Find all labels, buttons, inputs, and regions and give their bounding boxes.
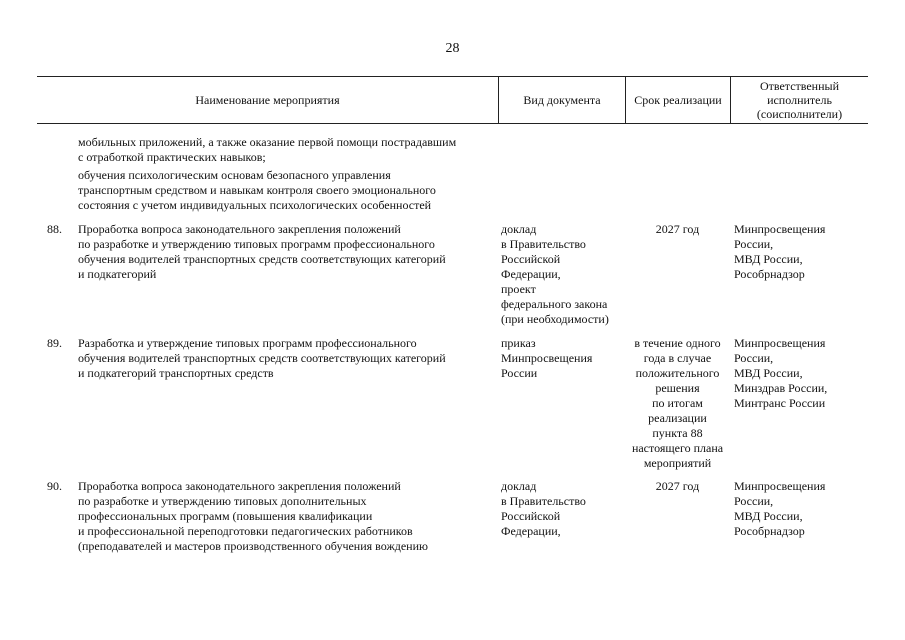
row-deadline: 2027 год [655,479,700,493]
row-responsible: Минпросвещения России, МВД России, Рособрнадзор [734,222,826,281]
page-number: 28 [445,41,460,56]
row-responsible: Минпросвещения России, МВД России, Рособрнадзор [734,479,826,538]
row-activity-name: Проработка вопроса законодательного закрепления положений по разработке и утверждению типовых дополнительных профессиональных программ (повышения квалификации и профессиональной переподготовки педагогических работников (преподавателей и мастеров производственного обучения вождению [78,479,428,553]
header-responsible: Ответственный исполнитель (соисполнители) [756,79,843,121]
row-number: 88. [47,222,62,236]
header-activity-name: Наименование мероприятия [195,93,340,107]
row-responsible: Минпросвещения России, МВД России, Минздрав России, Минтранс России [734,336,828,410]
row-document-type: приказ Минпросвещения России [501,336,593,380]
continuation-text: обучения психологическим основам безопасного управления транспортным средством и навыкам контроля своего эмоционального состояния с учетом индивидуальных психологических особенностей [78,168,436,212]
row-number: 89. [47,336,62,350]
row-deadline: 2027 год [655,222,700,236]
row-document-type: доклад в Правительство Российской Федерации, [501,479,586,538]
row-number: 90. [47,479,62,493]
row-activity-name: Проработка вопроса законодательного закрепления положений по разработке и утверждению типовых программ профессионального обучения водителей транспортных средств соответствующих категорий и подкатегорий [78,222,446,281]
row-deadline: в течение одного года в случае положительного решения по итогам реализации пункта 88 настоящего плана мероприятий [631,336,724,470]
row-activity-name: Разработка и утверждение типовых программ профессионального обучения водителей транспортных средств соответствующих категорий и подкатегорий транспортных средств [78,336,446,380]
row-document-type: доклад в Правительство Российской Федерации, проект федерального закона (при необходимости) [501,222,609,326]
table-header [37,76,868,124]
header-deadline: Срок реализации [634,93,722,107]
continuation-text: мобильных приложений, а также оказание первой помощи пострадавшим с отработкой практических навыков; [78,135,457,164]
header-document-type: Вид документа [523,93,601,107]
